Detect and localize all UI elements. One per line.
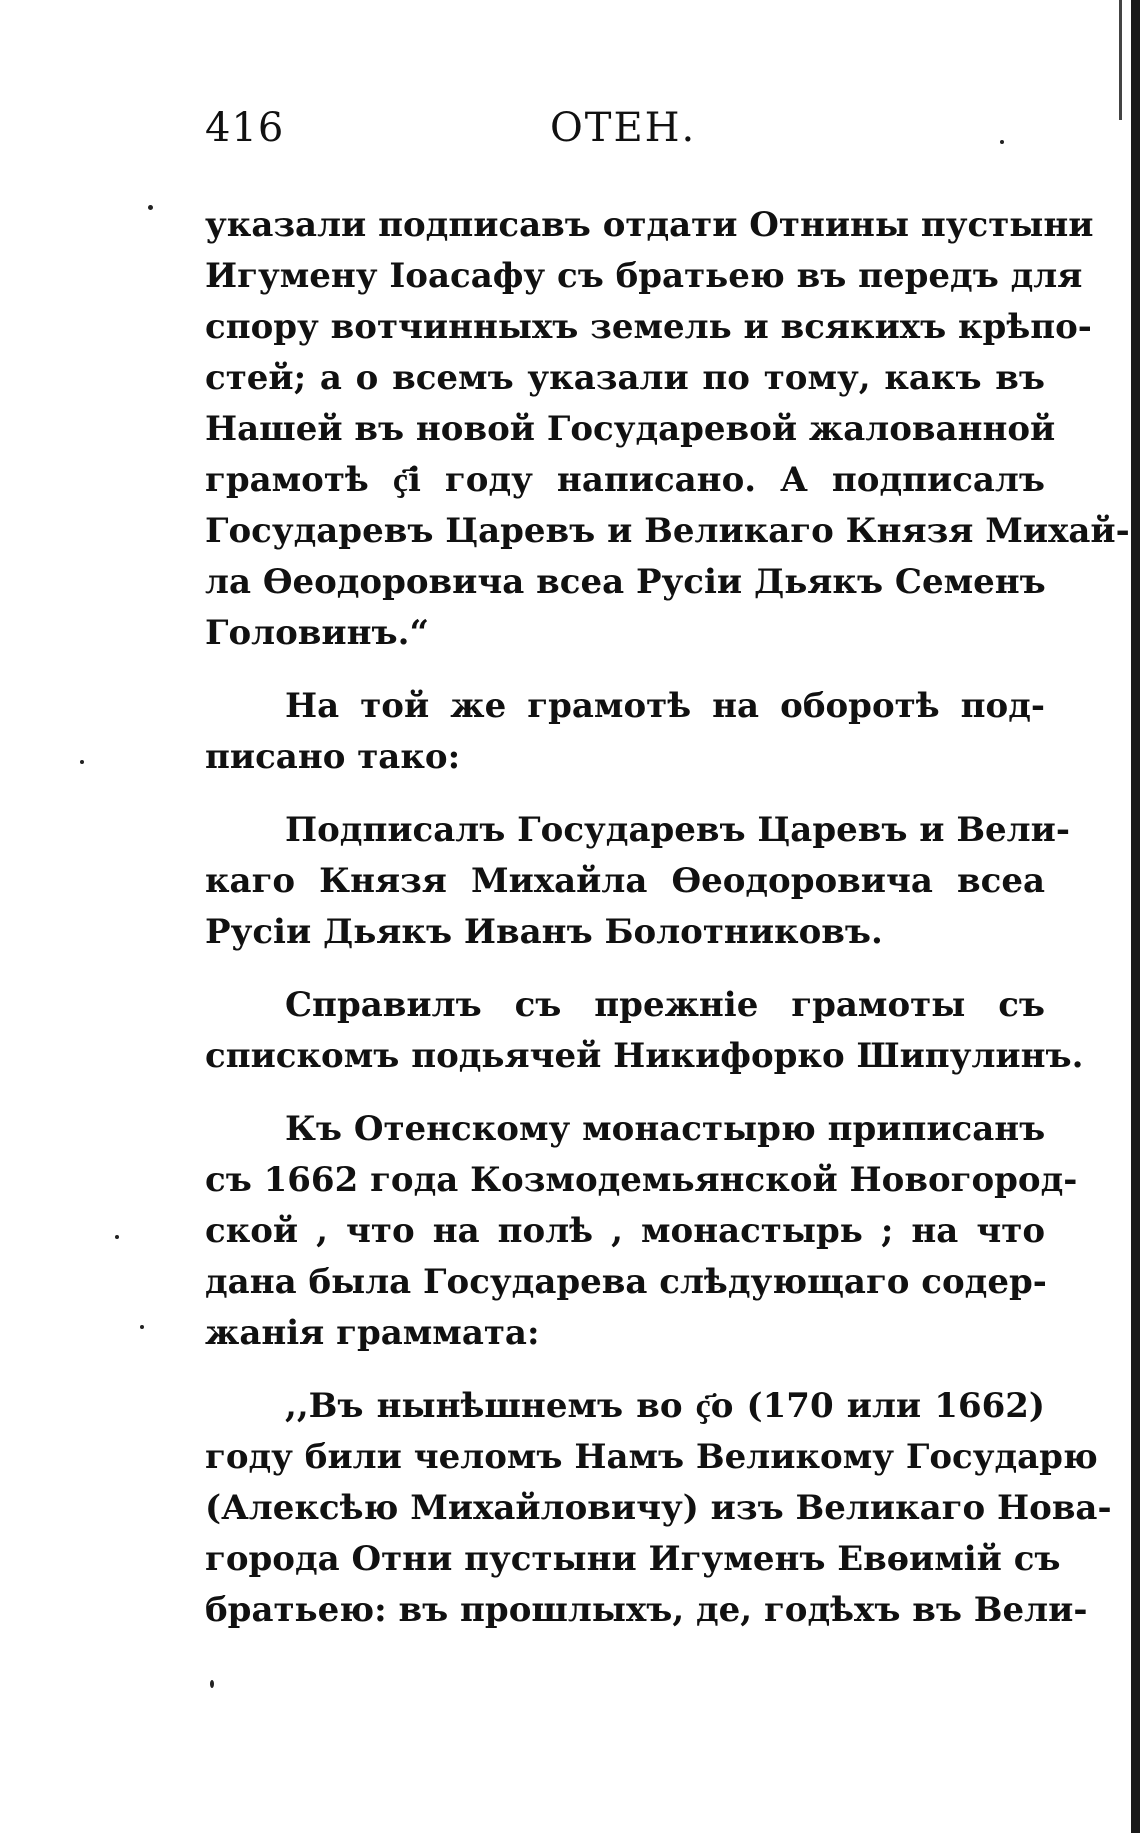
paragraph-gap bbox=[205, 1082, 1045, 1104]
page-edge-mark bbox=[1119, 0, 1122, 120]
paragraph bbox=[205, 980, 1084, 1082]
page-header bbox=[205, 105, 1035, 165]
text-line: указали подписавъ отдати Отнины пустыни bbox=[205, 205, 1094, 245]
text-line: Подписалъ Государевъ Царевъ и Вели- bbox=[285, 810, 1070, 850]
running-head: ОТЕН. bbox=[550, 105, 697, 151]
text-line: стей; а о всемъ указали по тому, какъ въ bbox=[205, 358, 1045, 398]
text-line: Къ Отенскому монастырю приписанъ bbox=[285, 1109, 1046, 1149]
text-line: Справилъ съ прежніе грамоты съ bbox=[285, 985, 1045, 1025]
paragraph bbox=[205, 805, 1070, 958]
text-line: грамотѣ ҫ҃і году написано. А подписалъ bbox=[205, 460, 1045, 500]
print-speck bbox=[148, 205, 153, 210]
text-line: жанія граммата: bbox=[205, 1313, 540, 1353]
paragraph-gap bbox=[205, 659, 1045, 681]
print-speck bbox=[115, 1235, 119, 1239]
text-line: (Алексѣю Михайловичу) изъ Великаго Нова- bbox=[205, 1488, 1112, 1528]
body-text bbox=[205, 200, 1130, 1636]
print-speck bbox=[210, 1680, 214, 1688]
text-line: Головинъ.“ bbox=[205, 613, 430, 653]
text-line: города Отни пустыни Игуменъ Евѳимій съ bbox=[205, 1539, 1061, 1579]
paragraph-gap bbox=[205, 783, 1045, 805]
paragraph bbox=[205, 1104, 1078, 1359]
paragraph-gap bbox=[205, 958, 1045, 980]
text-line: дана была Государева слѣдующаго содер- bbox=[205, 1262, 1047, 1302]
text-line: Нашей въ новой Государевой жалованной bbox=[205, 409, 1056, 449]
text-line: На той же грамотѣ на оборотѣ под- bbox=[285, 686, 1045, 726]
text-line: братьею: въ прошлыхъ, де, годѣхъ въ Вели- bbox=[205, 1590, 1088, 1630]
page-number: 416 bbox=[205, 105, 285, 151]
text-line: году били челомъ Намъ Великому Государю bbox=[205, 1437, 1098, 1477]
print-speck bbox=[1000, 140, 1004, 144]
text-line: Русіи Дьякъ Иванъ Болотниковъ. bbox=[205, 912, 883, 952]
paragraph bbox=[205, 200, 1130, 659]
page-edge-shadow bbox=[1131, 0, 1140, 1833]
text-line: писано тако: bbox=[205, 737, 461, 777]
text-line: ла Өеодоровича всеа Русіи Дьякъ Семенъ bbox=[205, 562, 1046, 602]
paragraph-gap bbox=[205, 1359, 1045, 1381]
text-line: Игумену Іоасафу съ братьею въ передъ для bbox=[205, 256, 1083, 296]
text-line: спискомъ подьячей Никифорко Шипулинъ. bbox=[205, 1036, 1084, 1076]
text-line: съ 1662 года Козмодемьянской Новогород- bbox=[205, 1160, 1078, 1200]
text-line: Государевъ Царевъ и Великаго Князя Михай- bbox=[205, 511, 1130, 551]
print-speck bbox=[80, 760, 84, 764]
paragraph bbox=[205, 681, 1045, 783]
text-line: ской , что на полѣ , монастырь ; на что bbox=[205, 1211, 1045, 1251]
text-line: ,,Въ нынѣшнемъ во ҫ҃о (170 или 1662) bbox=[285, 1386, 1045, 1426]
text-line: спору вотчинныхъ земель и всякихъ крѣпо- bbox=[205, 307, 1092, 347]
print-speck bbox=[140, 1325, 144, 1329]
paragraph bbox=[205, 1381, 1112, 1636]
text-line: каго Князя Михайла Өеодоровича всеа bbox=[205, 861, 1045, 901]
